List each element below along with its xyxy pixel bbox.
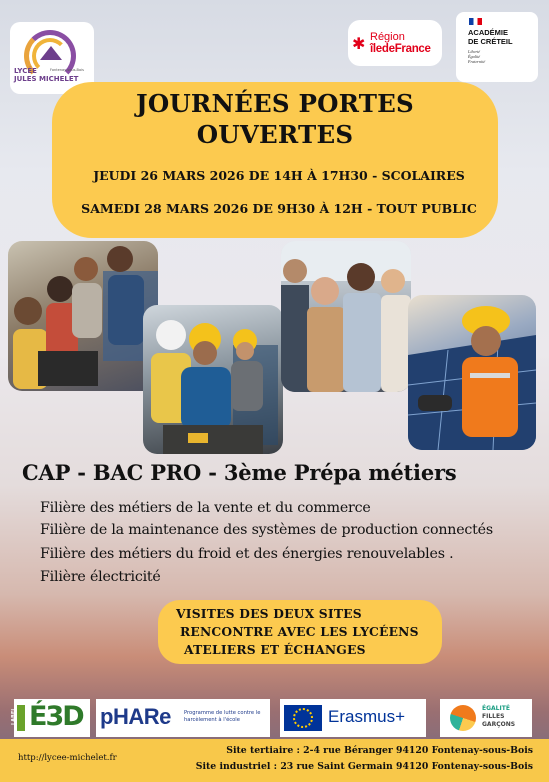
visit-item-ateliers: ATELIERS ET ÉCHANGES — [184, 642, 366, 657]
open-days-banner — [52, 82, 498, 238]
motto-fraternite: Fraternité — [468, 59, 486, 64]
region-star-icon: ✱ — [352, 34, 366, 53]
e3d-mark: É3D — [29, 701, 83, 732]
academie-motto — [468, 49, 485, 64]
photo-students-computer — [8, 241, 158, 391]
label-erasmus-logo — [280, 699, 426, 737]
academie-logo — [456, 12, 538, 82]
french-flag-icon — [469, 18, 482, 25]
filiere-vente: Filière des métiers de la vente et du commerce — [40, 500, 371, 516]
academie-logo-name — [468, 28, 513, 46]
e3d-side-bar — [17, 705, 25, 731]
lycee-logo-line2: JULES MICHELET — [14, 75, 79, 83]
visits-box — [158, 600, 442, 664]
website-link[interactable]: http://lycee-michelet.fr — [18, 753, 117, 763]
region-logo — [348, 20, 442, 66]
date-thursday: JEUDI 26 MARS 2026 DE 14H À 17H30 - SCOLAIRES — [93, 168, 465, 183]
photo-solar-technician-illustration — [408, 295, 536, 450]
page-title — [52, 88, 498, 150]
phare-mark: pHARe — [100, 704, 171, 729]
egalite-line3: GARÇONS — [482, 721, 516, 728]
region-logo-line2: îledeFrance — [370, 43, 431, 55]
photo-team-laughing — [281, 241, 411, 392]
academie-line1: ACADÉMIE — [468, 28, 509, 37]
egalite-line2: FILLES — [482, 713, 505, 720]
photo-students-computer-illustration — [8, 241, 158, 391]
logo-mountain-icon — [40, 46, 62, 60]
filiere-froid: Filière des métiers du froid et des énergies renouvelables . — [40, 546, 454, 562]
lycee-logo-tagline: Fontenay-sous-Bois — [50, 68, 84, 72]
eu-stars-ring — [293, 708, 313, 728]
photo-solar-technician — [408, 295, 536, 450]
photo-students-workshop — [143, 305, 283, 454]
egalite-circle-icon — [450, 705, 476, 731]
photo-students-workshop-illustration — [143, 305, 283, 454]
label-e3d-logo — [11, 699, 90, 737]
address-site-industriel: Site industriel : 23 rue Saint Germain 94120 Fontenay-sous-Bois — [195, 761, 533, 772]
erasmus-mark: Erasmus+ — [328, 707, 405, 726]
motto-egalite: Égalité — [468, 54, 481, 59]
egalite-line1: ÉGALITÉ — [482, 705, 510, 712]
academie-line2: DE CRÉTEIL — [468, 37, 513, 46]
photo-team-laughing-illustration — [281, 241, 411, 392]
visit-item-rencontre: RENCONTRE AVEC LES LYCÉENS — [180, 624, 419, 639]
title-line1: JOURNÉES PORTES — [136, 89, 414, 118]
region-logo-line1: Région — [370, 31, 405, 43]
e3d-side-text: LABEL — [11, 707, 17, 725]
labels-strip — [11, 699, 536, 737]
filiere-electricite: Filière électricité — [40, 569, 161, 585]
label-phare-logo — [96, 699, 270, 737]
egalite-text — [482, 705, 515, 729]
filiere-maintenance: Filière de la maintenance des systèmes de production connectés — [40, 522, 493, 538]
formations-title: CAP - BAC PRO - 3ème Prépa métiers — [22, 460, 457, 485]
motto-liberte: Liberté — [468, 49, 481, 54]
label-egalite-logo — [440, 699, 532, 737]
eu-flag-icon — [284, 705, 322, 731]
lycee-logo-line1: LYCÉE — [14, 67, 37, 75]
visit-item-sites: VISITES DES DEUX SITES — [176, 606, 362, 621]
address-site-tertiaire: Site tertiaire : 2-4 rue Béranger 94120 Fontenay-sous-Bois — [226, 745, 533, 756]
date-saturday: SAMEDI 28 MARS 2026 DE 9H30 À 12H - TOUT PUBLIC — [81, 201, 477, 216]
footer — [0, 739, 549, 782]
phare-desc: Programme de lutte contre le harcèlement à l'école — [184, 710, 261, 723]
title-line2: OUVERTES — [196, 120, 354, 149]
